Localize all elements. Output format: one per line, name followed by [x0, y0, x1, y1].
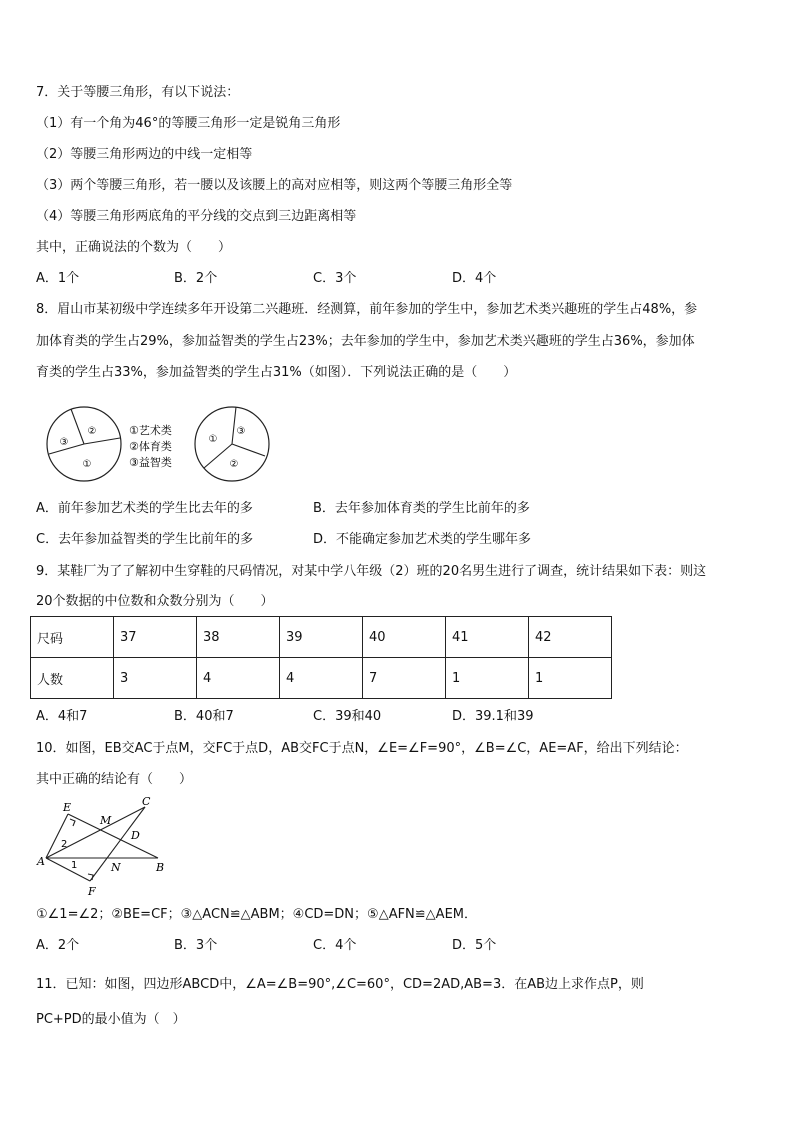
q9-option-d[interactable]: D．39.1和39 [452, 709, 534, 724]
pie1-label-1: ① [82, 459, 92, 470]
angle-1-label: 1 [71, 860, 78, 871]
q9-option-c[interactable]: C．39和40 [313, 709, 382, 724]
pie1-label-3: ③ [59, 437, 69, 448]
q11-line-1: 11．已知：如图，四边形ABCD中，∠A=∠B=90°,∠C=60°，CD=2AD,AB=3．在AB边上求作点P，则 [36, 977, 644, 992]
point-d-label: D [131, 829, 140, 842]
q8-line-3: 育类的学生占33%，参加益智类的学生占31%（如图）．下列说法正确的是（ ） [36, 365, 517, 380]
q9-option-b[interactable]: B．40和7 [174, 709, 234, 724]
q8-option-b[interactable]: B．去年参加体育类的学生比前年的多 [313, 501, 530, 516]
table-cell: 40 [363, 617, 446, 658]
q7-statement-3: （3）两个等腰三角形，若一腰以及该腰上的高对应相等，则这两个等腰三角形全等 [36, 178, 513, 193]
q10-line-1: 10．如图，EB交AC于点M，交FC于点D，AB交FC于点N，∠E=∠F=90°，∠B=∠C，AE=AF，给出下列结论： [36, 741, 688, 756]
q8-pie-figure [40, 404, 275, 486]
table-cell: 人数 [31, 658, 114, 699]
q10-line-2: 其中正确的结论有（ ） [36, 772, 193, 787]
q7-option-d[interactable]: D．4个 [452, 271, 497, 286]
table-row [31, 617, 612, 658]
q10-option-c[interactable]: C．4个 [313, 938, 357, 953]
shoe-size-table [30, 616, 612, 699]
point-n-label: N [111, 861, 121, 874]
table-row [31, 658, 612, 699]
table-cell: 38 [197, 617, 280, 658]
q7-statement-2: （2）等腰三角形两边的中线一定相等 [36, 147, 253, 162]
table-cell: 尺码 [31, 617, 114, 658]
legend-sports: ②体育类 [129, 440, 172, 453]
pie-last-year [195, 407, 269, 481]
q7-option-b[interactable]: B．2个 [174, 271, 218, 286]
pie1-label-2: ② [87, 426, 97, 437]
point-f-label: F [88, 885, 96, 898]
q10-geometry-figure [30, 794, 175, 900]
table-cell: 1 [446, 658, 529, 699]
point-e-label: E [63, 801, 72, 814]
table-cell: 1 [529, 658, 612, 699]
q11-line-2: PC+PD的最小值为（ ） [36, 1012, 186, 1027]
q7-option-c[interactable]: C．3个 [313, 271, 357, 286]
legend-puzzle: ③益智类 [129, 456, 172, 469]
q9-option-a[interactable]: A．4和7 [36, 709, 88, 724]
q7-statement-1: （1）有一个角为46°的等腰三角形一定是锐角三角形 [36, 116, 341, 131]
pie2-label-1: ① [208, 434, 218, 445]
point-b-label: B [156, 861, 165, 874]
table-cell: 4 [280, 658, 363, 699]
q7-question: 其中，正确说法的个数为（ ） [36, 240, 232, 255]
point-c-label: C [142, 795, 151, 808]
pie2-label-2: ② [229, 459, 239, 470]
q7-stem: 7．关于等腰三角形，有以下说法： [36, 85, 240, 100]
q8-option-a[interactable]: A．前年参加艺术类的学生比去年的多 [36, 501, 253, 516]
pie2-label-3: ③ [236, 426, 246, 437]
table-cell: 7 [363, 658, 446, 699]
q7-statement-4: （4）等腰三角形两底角的平分线的交点到三边距离相等 [36, 209, 357, 224]
point-a-label: A [37, 855, 45, 868]
q9-line-1: 9．某鞋厂为了了解初中生穿鞋的尺码情况，对某中学八年级（2）班的20名男生进行了调查，统计结果如下表：则这 [36, 564, 707, 579]
table-cell: 39 [280, 617, 363, 658]
q9-line-2: 20个数据的中位数和众数分别为（ ） [36, 594, 274, 609]
q10-option-d[interactable]: D．5个 [452, 938, 497, 953]
point-m-label: M [100, 814, 112, 827]
table-cell: 41 [446, 617, 529, 658]
pie-previous-year [47, 407, 121, 481]
q10-option-a[interactable]: A．2个 [36, 938, 80, 953]
table-cell: 3 [114, 658, 197, 699]
legend-art: ①艺术类 [129, 424, 172, 437]
table-cell: 37 [114, 617, 197, 658]
table-cell: 42 [529, 617, 612, 658]
q10-conclusions: ①∠1=∠2；②BE=CF；③△ACN≌△ABM；④CD=DN；⑤△AFN≌△AEM． [36, 907, 477, 922]
pie-legend [129, 423, 172, 469]
table-cell: 4 [197, 658, 280, 699]
q8-option-c[interactable]: C．去年参加益智类的学生比前年的多 [36, 532, 254, 547]
q7-option-a[interactable]: A．1个 [36, 271, 80, 286]
q8-line-2: 加体育类的学生占29%，参加益智类的学生占23%；去年参加的学生中，参加艺术类兴趣班的学生占36%，参加体 [36, 334, 695, 349]
angle-2-label: 2 [61, 839, 68, 850]
q10-option-b[interactable]: B．3个 [174, 938, 218, 953]
q8-line-1: 8．眉山市某初级中学连续多年开设第二兴趣班．经测算，前年参加的学生中，参加艺术类兴趣班的学生占48%，参 [36, 302, 698, 317]
q8-option-d[interactable]: D．不能确定参加艺术类的学生哪年多 [313, 532, 532, 547]
